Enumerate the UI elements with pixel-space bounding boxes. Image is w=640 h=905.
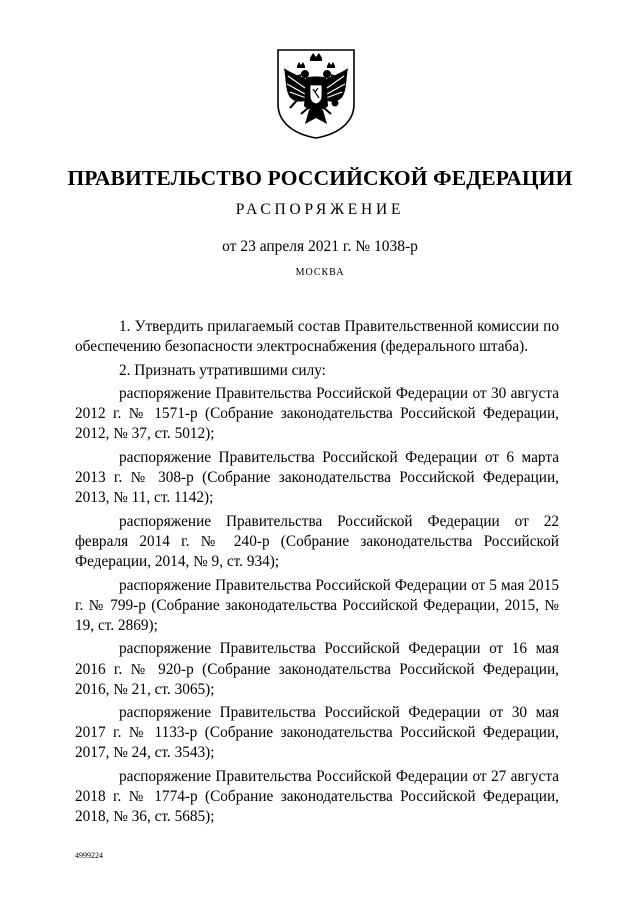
repealed-act-item: распоряжение Правительства Российской Федерации от 22 февраля 2014 г. № 240-р (Собрание законодательства Российской Федерации, 2014, № 9, ст. 934); [75, 512, 559, 571]
document-type: РАСПОРЯЖЕНИЕ [235, 201, 405, 218]
repealed-act-item: распоряжение Правительства Российской Федерации от 5 мая 2015 г. № 799-р (Собрание законодательства Российской Федерации, 2015, № 19, ст. 2869); [75, 576, 559, 634]
repealed-act-item: распоряжение Правительства Российской Федерации от 27 августа 2018 г. № 1774-р (Собрание законодательства Российской Федерации, 2018, № 36, ст. 5685); [75, 767, 559, 826]
repealed-act-item: распоряжение Правительства Российской Федерации от 16 мая 2016 г. № 920-р (Собрание законодательства Российской Федерации, 2016, № 21, ст. 3065); [75, 640, 559, 698]
repealed-act-item: распоряжение Правительства Российской Федерации от 30 мая 2017 г. № 1133-р (Собрание законодательства Российской Федерации, 2017, № 24, ст. 3543); [75, 704, 559, 762]
repealed-act-item: распоряжение Правительства Российской Федерации от 6 марта 2013 г. № 308-р (Собрание законодательства Российской Федерации, 2013, № 11, ст. 1142); [75, 449, 559, 507]
paragraph-approve: 1. Утвердить прилагаемый состав Правительственной комиссии по обеспечению безопасности электроснабжения (федерального штаба). [75, 318, 559, 356]
document-date-number: от 23 апреля 2021 г. № 1038-р [222, 238, 418, 255]
repealed-act-item: распоряжение Правительства Российской Федерации от 30 августа 2012 г. № 1571-р (Собрание законодательства Российской Федерации, 2012, № 37, ст. 5012); [75, 385, 559, 443]
government-title: ПРАВИТЕЛЬСТВО РОССИЙСКОЙ ФЕДЕРАЦИИ [67, 166, 573, 190]
paragraph-repeal-intro: 2. Признать утратившими силу: [119, 361, 326, 379]
document-body [75, 317, 559, 831]
coat-of-arms-icon [275, 48, 357, 140]
document-city: МОСКВА [295, 267, 345, 278]
document-code: 4999224 [75, 851, 103, 860]
